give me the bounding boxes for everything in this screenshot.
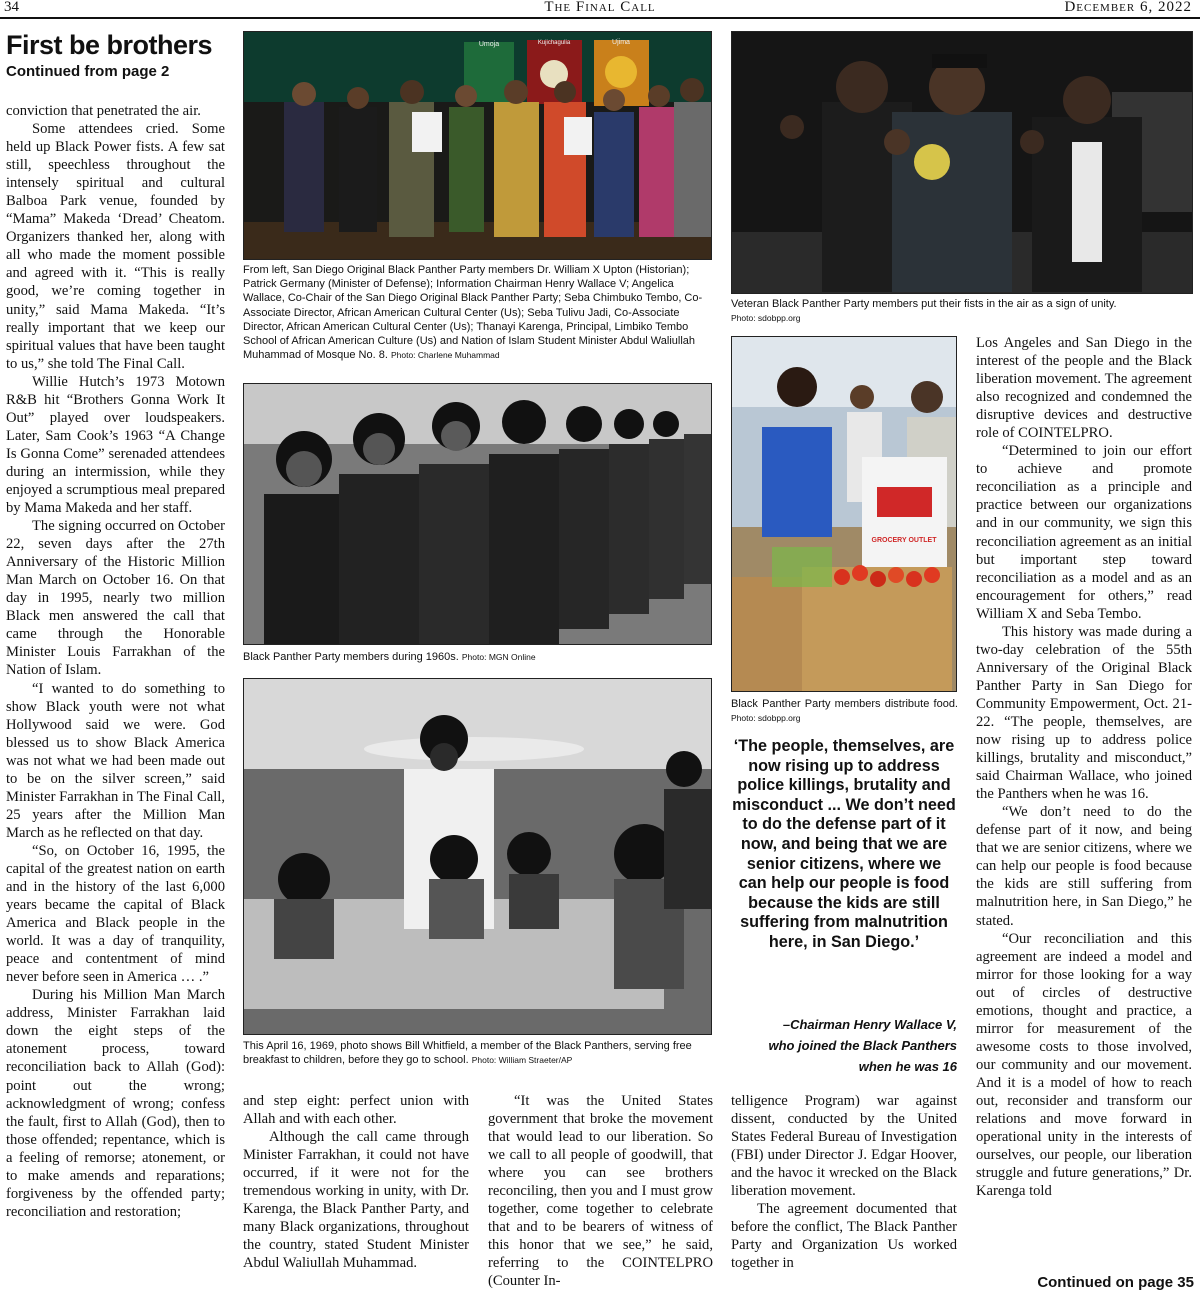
photo-credit: Photo: sdobpp.org	[731, 713, 801, 724]
paragraph: The agreement documented that before the conflict, The Black Panther Party and Organization Us worked together in	[731, 1201, 957, 1272]
group-photo	[243, 31, 712, 260]
masthead: The Final Call	[544, 0, 656, 15]
banner-text: Umoja	[478, 41, 500, 48]
article-headline: First be brothers	[6, 30, 213, 60]
paragraph: This history was made during a two-day celebration of the 55th Anniversary of the Original Black Panther Party in San Diego for Community Empowerment, Oct. 21-22. “The people, themselves, are now rising up to address police killings, brutality and misconduct,” said Chairman Wallace, who joined the Panthers when he was 16.	[976, 623, 1192, 803]
paragraph: and step eight: perfect union with Allah and with each other.	[243, 1093, 469, 1128]
paragraph: “So, on October 16, 1995, the capital of the greatest nation on earth and in the history of the last 6,000 years became the capital of Black America and Black people in the world. It was a day of tranquility, peace and contentment of mind never before seen in America … .”	[6, 842, 225, 986]
continued-from: Continued from page 2	[6, 63, 170, 80]
breakfast-photo	[243, 678, 712, 1035]
sixties-photo-caption	[243, 650, 713, 664]
caption-text: Veteran Black Panther Party members put their fists in the air as a sign of unity.	[731, 298, 1117, 310]
attribution-line: when he was 16	[858, 1058, 957, 1074]
paragraph: Some attendees cried. Some held up Black Power fists. A few sat still, speechless throughout the intensely spiritual and cultural Balboa Park venue, founded by “Mama” Makeda ‘Dread’ Cheatom. Organizers thanked her, along with all who made the moment possible and agreed with it. “This is really good, we’re coming together in unity,” said Mama Makeda. “It’s really important that we keep our spiritual values that have been taught to us,” she told The Final Call.	[6, 121, 225, 372]
paragraph: During his Million Man March address, Minister Farrakhan laid down the eight steps of the atonement process, toward reconciliation back to Allah (God): point out the wrong; acknowledgment of wrong; confess the fault, first to Allah (God), then to those offended; repentance, which is a feeling of remorse; atonement, or to make amends and reparations; forgiveness by the offended party; reconciliation and restoration;	[6, 987, 225, 1220]
paragraph: “I wanted to do something to show Black youth were not what Hollywood said we were. God blessed us to show Black America was not what we had been made out to be on the silver screen,” said Minister Farrakhan in The Final Call, 25 years after the Million Man March as he reflected on that day.	[6, 680, 225, 841]
article-column-2	[243, 1092, 469, 1272]
pull-quote: ‘The people, themselves, are now rising up to address police killings, brutality and misconduct ... We don’t need to do the defense part of it now, and being that we are senior citizens, where we can help our people is food because the kids are still suffering from malnutrition here, in San Diego.’	[732, 737, 956, 951]
photo-credit: Photo: Charlene Muhammad	[390, 350, 500, 361]
veterans-photo	[731, 31, 1193, 294]
article-column-4	[731, 1092, 957, 1272]
sixties-photo	[243, 383, 712, 645]
attribution-line: who joined the Black Panthers	[768, 1037, 957, 1053]
caption-text: This April 16, 1969, photo shows Bill Whitfield, a member of the Black Panthers, serving free breakfast to children, before they go to school.	[243, 1040, 692, 1067]
bag-text: GROCERY OUTLET	[871, 537, 937, 544]
paragraph: The signing occurred on October 22, seven days after the 27th Anniversary of the Historic Million Man March on October 16. On that day in 1995, nearly two million Black men answered the call that came through the Honorable Minister Louis Farrakhan of the Nation of Islam.	[6, 518, 225, 679]
paragraph: Although the call came through Minister Farrakhan, it could not have occurred, if it were not for the tremendous working in unity, with Dr. Karenga, the Black Panther Party, and many Black organizations, throughout the country, stated Student Minister Abdul Waliullah Muhammad.	[243, 1129, 469, 1272]
food-photo-caption	[731, 697, 958, 725]
header-rule	[0, 17, 1200, 19]
caption-text: Black Panther Party members during 1960s.	[243, 651, 459, 663]
paragraph: Los Angeles and San Diego in the interest of the people and the Black liberation movement. The agreement also recognized and condemned the disruptive devices and destructive role of COINTELPRO.	[976, 335, 1192, 442]
breakfast-photo-caption	[243, 1039, 713, 1067]
photo-credit: Photo: MGN Online	[461, 652, 536, 662]
issue-date: December 6, 2022	[1064, 0, 1192, 15]
caption-text: From left, San Diego Original Black Panther Party members Dr. William X Upton (Historian); Patrick Germany (Minister of Defense); Information Chairman Henry Wallace V; Angelica Wallace, Co-Chair of the San Diego Original Black Panther Party; Seba Chimbuko Tembo, Co-Associate Director, African American Cultural Center (Us); Seba Tulivu Jadi, Co-Associate Director, African American Cultural Center (Us); Thanayi Karenga, Principal, Limbiko Tembo School of African American Culture (Us) and Nation of Islam Student Minister Abdul Waliullah Muhammad of Mosque No. 8.	[243, 264, 703, 362]
paragraph: conviction that penetrated the air.	[6, 103, 201, 119]
page-header	[0, 0, 1200, 16]
group-photo-caption	[243, 263, 713, 362]
attribution-line: –Chairman Henry Wallace V,	[782, 1017, 957, 1032]
paragraph: “We don’t need to do the defense part of it now, and being that we are senior citizens, where we can help our people is food because the kids are still suffering from malnutrition here, in San Diego,” he stated.	[976, 804, 1192, 929]
article-column-5	[976, 334, 1192, 1200]
article-column-3	[488, 1092, 713, 1291]
banner-text: Ujima	[612, 39, 630, 46]
caption-text: Black Panther Party members distribute food.	[731, 698, 958, 710]
photo-credit: Photo: William Straeter/AP	[471, 1055, 573, 1066]
veterans-photo-caption	[731, 297, 1196, 325]
article-column-1	[6, 102, 225, 1221]
food-photo	[731, 336, 957, 692]
continued-on: Continued on page 35	[1037, 1274, 1194, 1291]
pull-quote-attribution	[731, 1015, 957, 1077]
paragraph: “Our reconciliation and this agreement are indeed a model and mirror for those looking for a way out of circles of destructive emotions, thought and practice, a mirror for measurement of the awesome costs to those involved, our community and our movement. And it is a model of how to reach out, reconsider and transform our relations and move forward in operational unity in the interests of ourselves, our people, our liberation struggle and future generations,” Dr. Karenga told	[976, 930, 1192, 1200]
paragraph: telligence Program) war against dissent, conducted by the United States Federal Bureau of Investigation (FBI) under Director J. Edgar Hoover, and the havoc it wrecked on the Black liberation movement.	[731, 1093, 957, 1200]
paragraph: “Determined to join our effort to achieve and promote reconciliation as a principle and practice between our organizations and in our community, we sign this reconciliation agreement as an initial but important step toward reconciliation as a model and as an encouragement for others,” read William X and Seba Tembo.	[976, 443, 1192, 622]
paragraph: “It was the United States government that broke the movement that would lead to our liberation. So we call to all people of goodwill, that where you can see brothers reconciling, then you and I must grow together, come together to celebrate that and to be bearers of witness of this honor that we see,” he said, referring to the COINTELPRO (Counter In-	[488, 1093, 713, 1290]
paragraph: Willie Hutch’s 1973 Motown R&B hit “Brothers Gonna Work It Out” played over loudspeakers. Later, Sam Cook’s 1963 “A Change Is Gonna Come” serenaded attendees during an intermission, while they enjoyed a scrumptious meal prepared by Mama Makeda and her staff.	[6, 373, 225, 517]
banner-text: Kujichagulia	[537, 40, 571, 46]
page-number: 34	[4, 0, 19, 15]
photo-credit: Photo: sdobpp.org	[731, 313, 801, 324]
